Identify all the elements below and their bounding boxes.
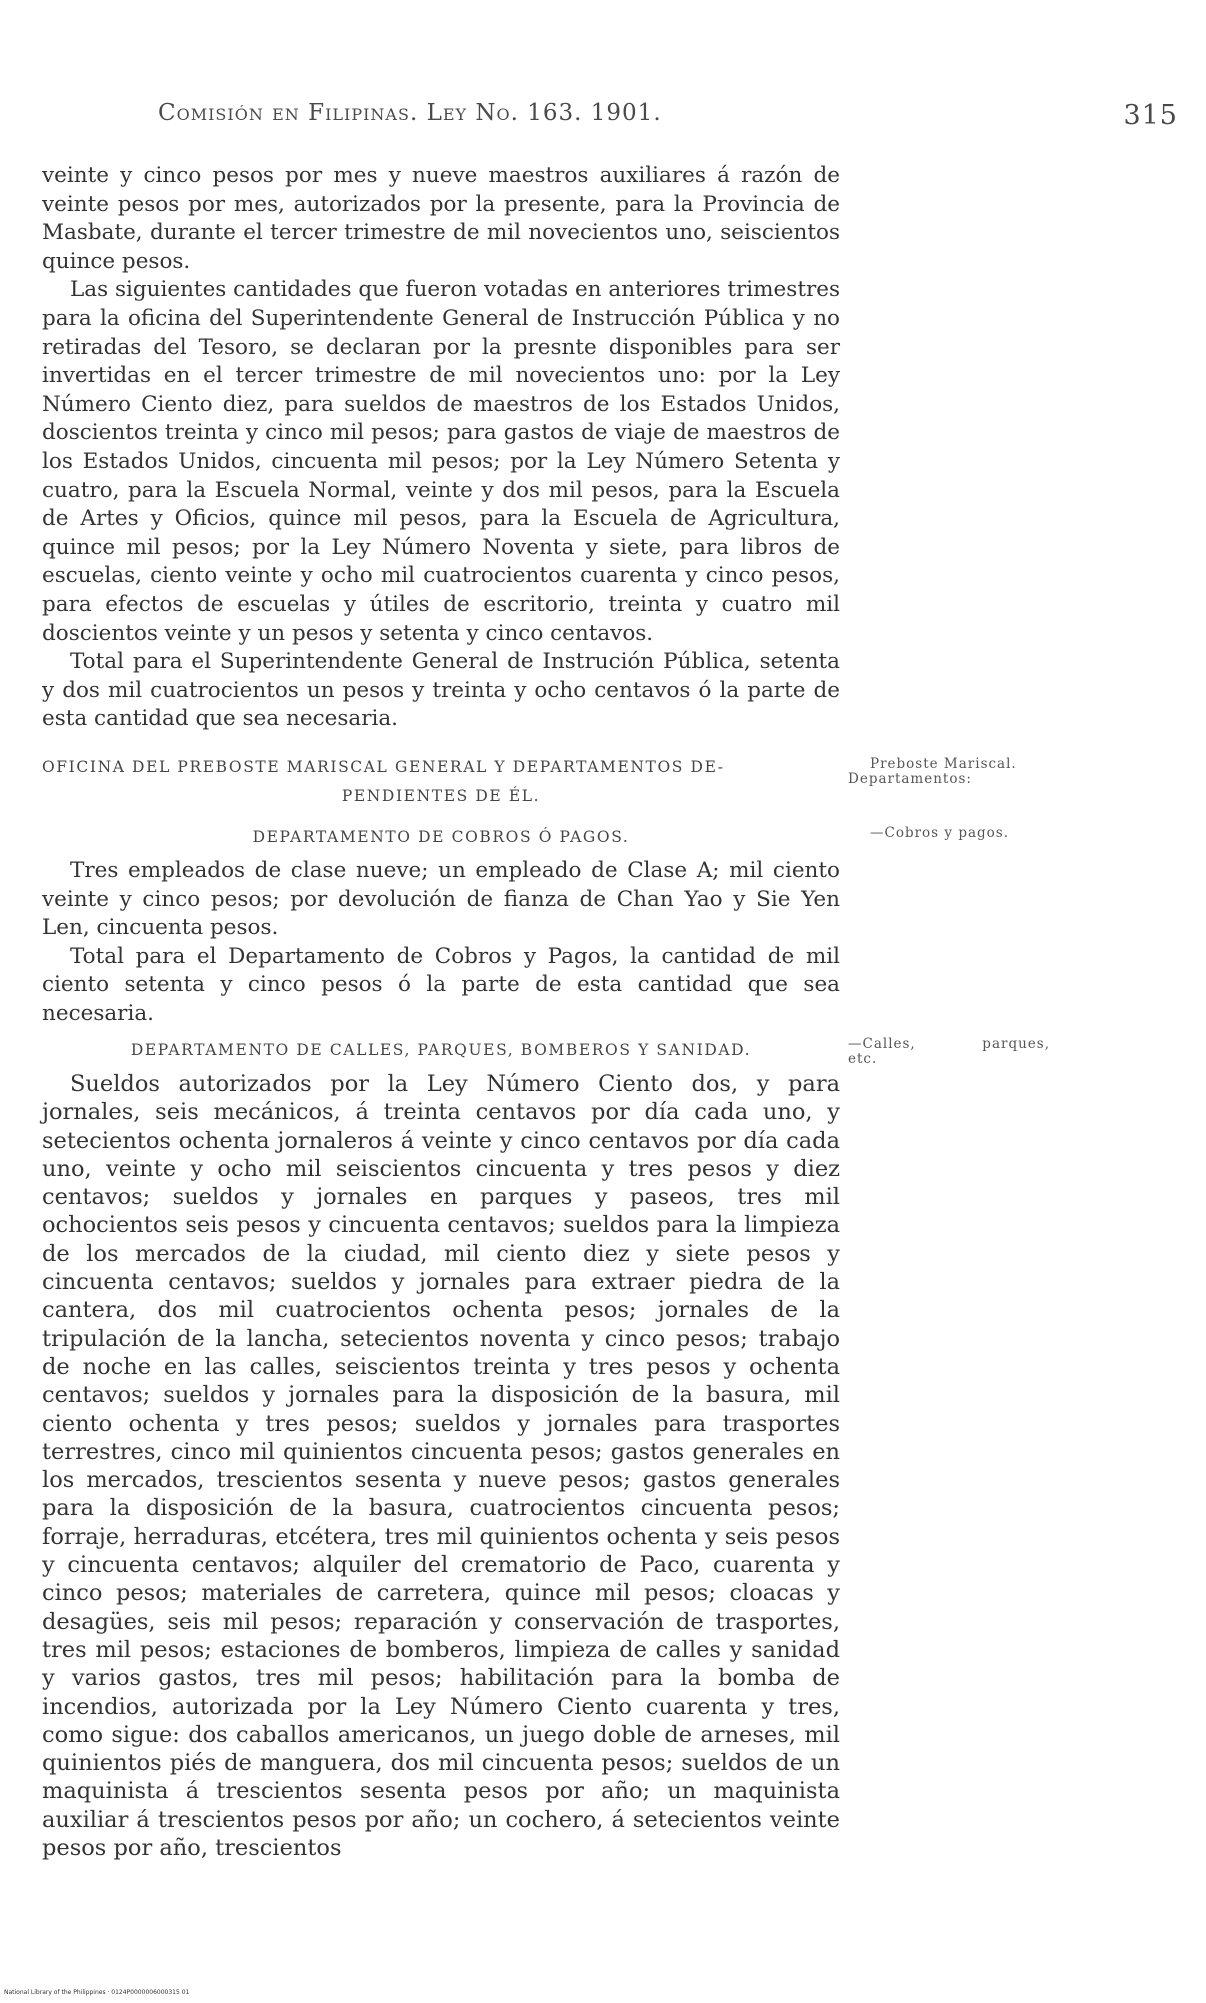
margin-note-calles	[848, 1037, 1058, 1067]
paragraph-instruccion-publica: Las siguientes cantidades que fueron votadas en anteriores trimestres para la oficina del Superintendente General de Instrucción Pública y no retiradas del Tesoro, se declaran por la presnte disponibles para ser invertidas en el tercer trimestre de mil novecientos uno: por la Ley Número Ciento diez, para sueldos de maestros de los Estados Unidos, doscientos treinta y cinco mil pesos; para gastos de viaje de maestros de los Estados Unidos, cincuenta mil pesos; por la Ley Número Setenta y cuatro, para la Escuela Normal, veinte y dos mil pesos, para la Escuela de Artes y Oficios, quince mil pesos, para la Escuela de Agricultura, quince mil pesos; por la Ley Número Noventa y siete, para libros de escuelas, ciento veinte y ocho mil cuatrocientos cuarenta y cinco pesos, para efectos de escuelas y útiles de escritorio, treinta y cuatro mil doscientos veinte y un pesos y setenta y cinco centavos.	[42, 277, 840, 646]
section-heading-calles: DEPARTAMENTO DE CALLES, PARQUES, BOMBEROS Y SANIDAD.	[130, 1041, 752, 1059]
section-heading-preboste: OFICINA DEL PREBOSTE MARISCAL GENERAL Y DEPARTAMENTOS DE-	[42, 758, 725, 776]
margin-note-preboste-line1: Preboste Mariscal.	[870, 756, 1017, 772]
margin-note-preboste-line2: Departamentos:	[848, 771, 972, 787]
calles-text-block	[42, 1070, 840, 1862]
margin-note-calles-line1: —Calles, parques,	[848, 1036, 1050, 1052]
paragraph-total-instruccion: Total para el Superintendente General de Instrución Pública, setenta y dos mil cuatrocientos un pesos y treinta y ocho centavos ó la parte de esta cantidad que sea necesaria.	[42, 649, 840, 732]
intro-text-block	[42, 162, 840, 734]
page-number: 315	[1123, 100, 1178, 131]
margin-note-cobros: —Cobros y pagos.	[870, 825, 1009, 841]
paragraph-cobros-total: Total para el Departamento de Cobros y Pagos, la cantidad de mil ciento setenta y cinco pesos ó la parte de esta cantidad que sea necesaria.	[42, 943, 840, 1026]
paragraph-cobros-empleados: Tres empleados de clase nueve; un empleado de Clase A; mil ciento veinte y cinco pesos; por devolución de fianza de Chan Yao y Sie Yen Len, cincuenta pesos.	[42, 858, 840, 941]
paragraph-masbate: veinte y cinco pesos por mes y nueve maestros auxiliares á razón de veinte pesos por mes, autorizados por la presente, para la Provincia de Masbate, durante el tercer trimestre de mil novecientos uno, seiscientos quince pesos.	[42, 163, 840, 274]
paragraph-calles-sueldos: Sueldos autorizados por la Ley Número Ciento dos, y para jornales, seis mecánicos, á treinta centavos por día cada uno, y setecientos ochenta jornaleros á veinte y cinco centavos por día cada uno, veinte y ocho mil seiscientos cincuenta y tres pesos y diez centavos; sueldos y jornales en parques y paseos, tres mil ochocientos seis pesos y cincuenta centavos; sueldos para la limpieza de los mercados de la ciudad, mil ciento diez y siete pesos y cincuenta centavos; sueldos y jornales para extraer piedra de la cantera, dos mil cuatrocientos ochenta pesos; jornales de la tripulación de la lancha, setecientos noventa y cinco pesos; trabajo de noche en las calles, seiscientos treinta y tres pesos y ochenta centavos; sueldos y jornales para la disposición de la basura, mil ciento ochenta y tres pesos; sueldos y jornales para trasportes terrestres, cinco mil quinientos cincuenta pesos; gastos generales en los mercados, trescientos sesenta y nueve pesos; gastos generales para la disposición de la basura, cuatrocientos cincuenta pesos; forraje, herraduras, etcétera, tres mil quinientos ochenta y seis pesos y cincuenta centavos; alquiler del crematorio de Paco, cuarenta y cinco pesos; materiales de carretera, quince mil pesos; cloacas y desagües, seis mil pesos; reparación y conservación de trasportes, tres mil pesos; estaciones de bomberos, limpieza de calles y sanidad y varios gastos, tres mil pesos; habilitación para la bomba de incendios, autorizada por la Ley Número Ciento cuarenta y tres, como sigue: dos caballos americanos, un juego doble de arneses, mil quinientos piés de manguera, dos mil cincuenta pesos; sueldos de un maquinista á trescientos sesenta pesos por año; un maquinista auxiliar á trescientos pesos por año; un cochero, á setecientos veinte pesos por año, trescientos	[42, 1071, 840, 1862]
section-heading-cobros: DEPARTAMENTO DE COBROS Ó PAGOS.	[252, 828, 630, 846]
running-title: Comisión en Filipinas. Ley No. 163. 1901.	[158, 100, 662, 126]
margin-note-preboste	[848, 757, 1058, 787]
margin-note-calles-line2: etc.	[848, 1051, 878, 1067]
page-header	[158, 100, 1178, 136]
section-heading-preboste-cont: PENDIENTES DE ÉL.	[341, 787, 541, 805]
cobros-text-block	[42, 857, 840, 1029]
scan-credit: National Library of the Philippines · 0124P0000006000315 01	[4, 1989, 190, 1996]
